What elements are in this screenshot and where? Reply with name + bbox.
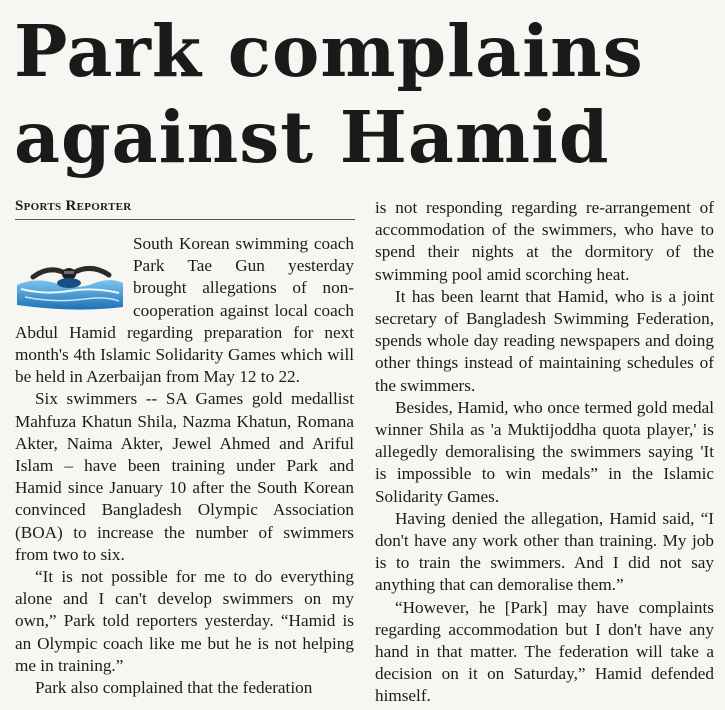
byline: Sports Reporter — [15, 198, 355, 220]
paragraph: Having denied the allegation, Hamid said, “I don't have any work other than training. My job is to train the swimmers. And I did not say anything that can demoralise them.” — [375, 508, 714, 595]
paragraph: It has been learnt that Hamid, who is a joint secretary of Bangladesh Swimming Federation, spends whole day reading newspapers and doing other things instead of maintaining schedules of the swimmers. — [375, 286, 714, 395]
swimmer-photo — [15, 247, 125, 313]
paragraph: Six swimmers -- SA Games gold medallist Mahfuza Khatun Shila, Nazma Khatun, Romana Akter, Naima Akter, Jewel Ahmed and Ariful Islam – have been training under Park and Hamid since January 10 after the South Korean convinced Bangladesh Olympic Association (BOA) to increase the number of swimmers from two to six. — [15, 389, 354, 564]
paragraph: South Korean swimming coach Park Tae Gun yesterday brought allegations of non-cooperation against local coach Abdul Hamid regarding preparation for next month's 4th Islamic Solidarity Games which will be held in Azerbaijan from May 12 to 22. — [15, 234, 354, 387]
headline-line-2: against Hamid — [14, 95, 610, 179]
paragraph: Park also complained that the federation — [35, 678, 313, 698]
paragraph: Besides, Hamid, who once termed gold medal winner Shila as 'a Muktijoddha quota player,' is allegedly demoralising the swimmers saying 'It is impossible to win medals” in the Islamic Solidarity Games. — [375, 397, 714, 506]
paragraph: “It is not possible for me to do everything alone and I can't develop swimmers on my own,” Park told reporters yesterday. “Hamid is an Olympic coach like me but he is not helping me in training.” — [15, 567, 354, 675]
paragraph: is not responding regarding re-arrangement of accommodation of the swimmers, who have to spend their nights at the dormitory of the swimming pool amid scorching heat. — [375, 198, 714, 284]
article-column-right — [375, 197, 714, 708]
headline-line-1: Park complains — [14, 9, 644, 93]
article-column-left — [15, 233, 354, 699]
headline — [14, 8, 714, 180]
paragraph: “However, he [Park] may have complaints regarding accommodation but I don't have any hand in that matter. The federation will take a decision on it on Saturday,” Hamid defended himself. — [375, 597, 714, 706]
